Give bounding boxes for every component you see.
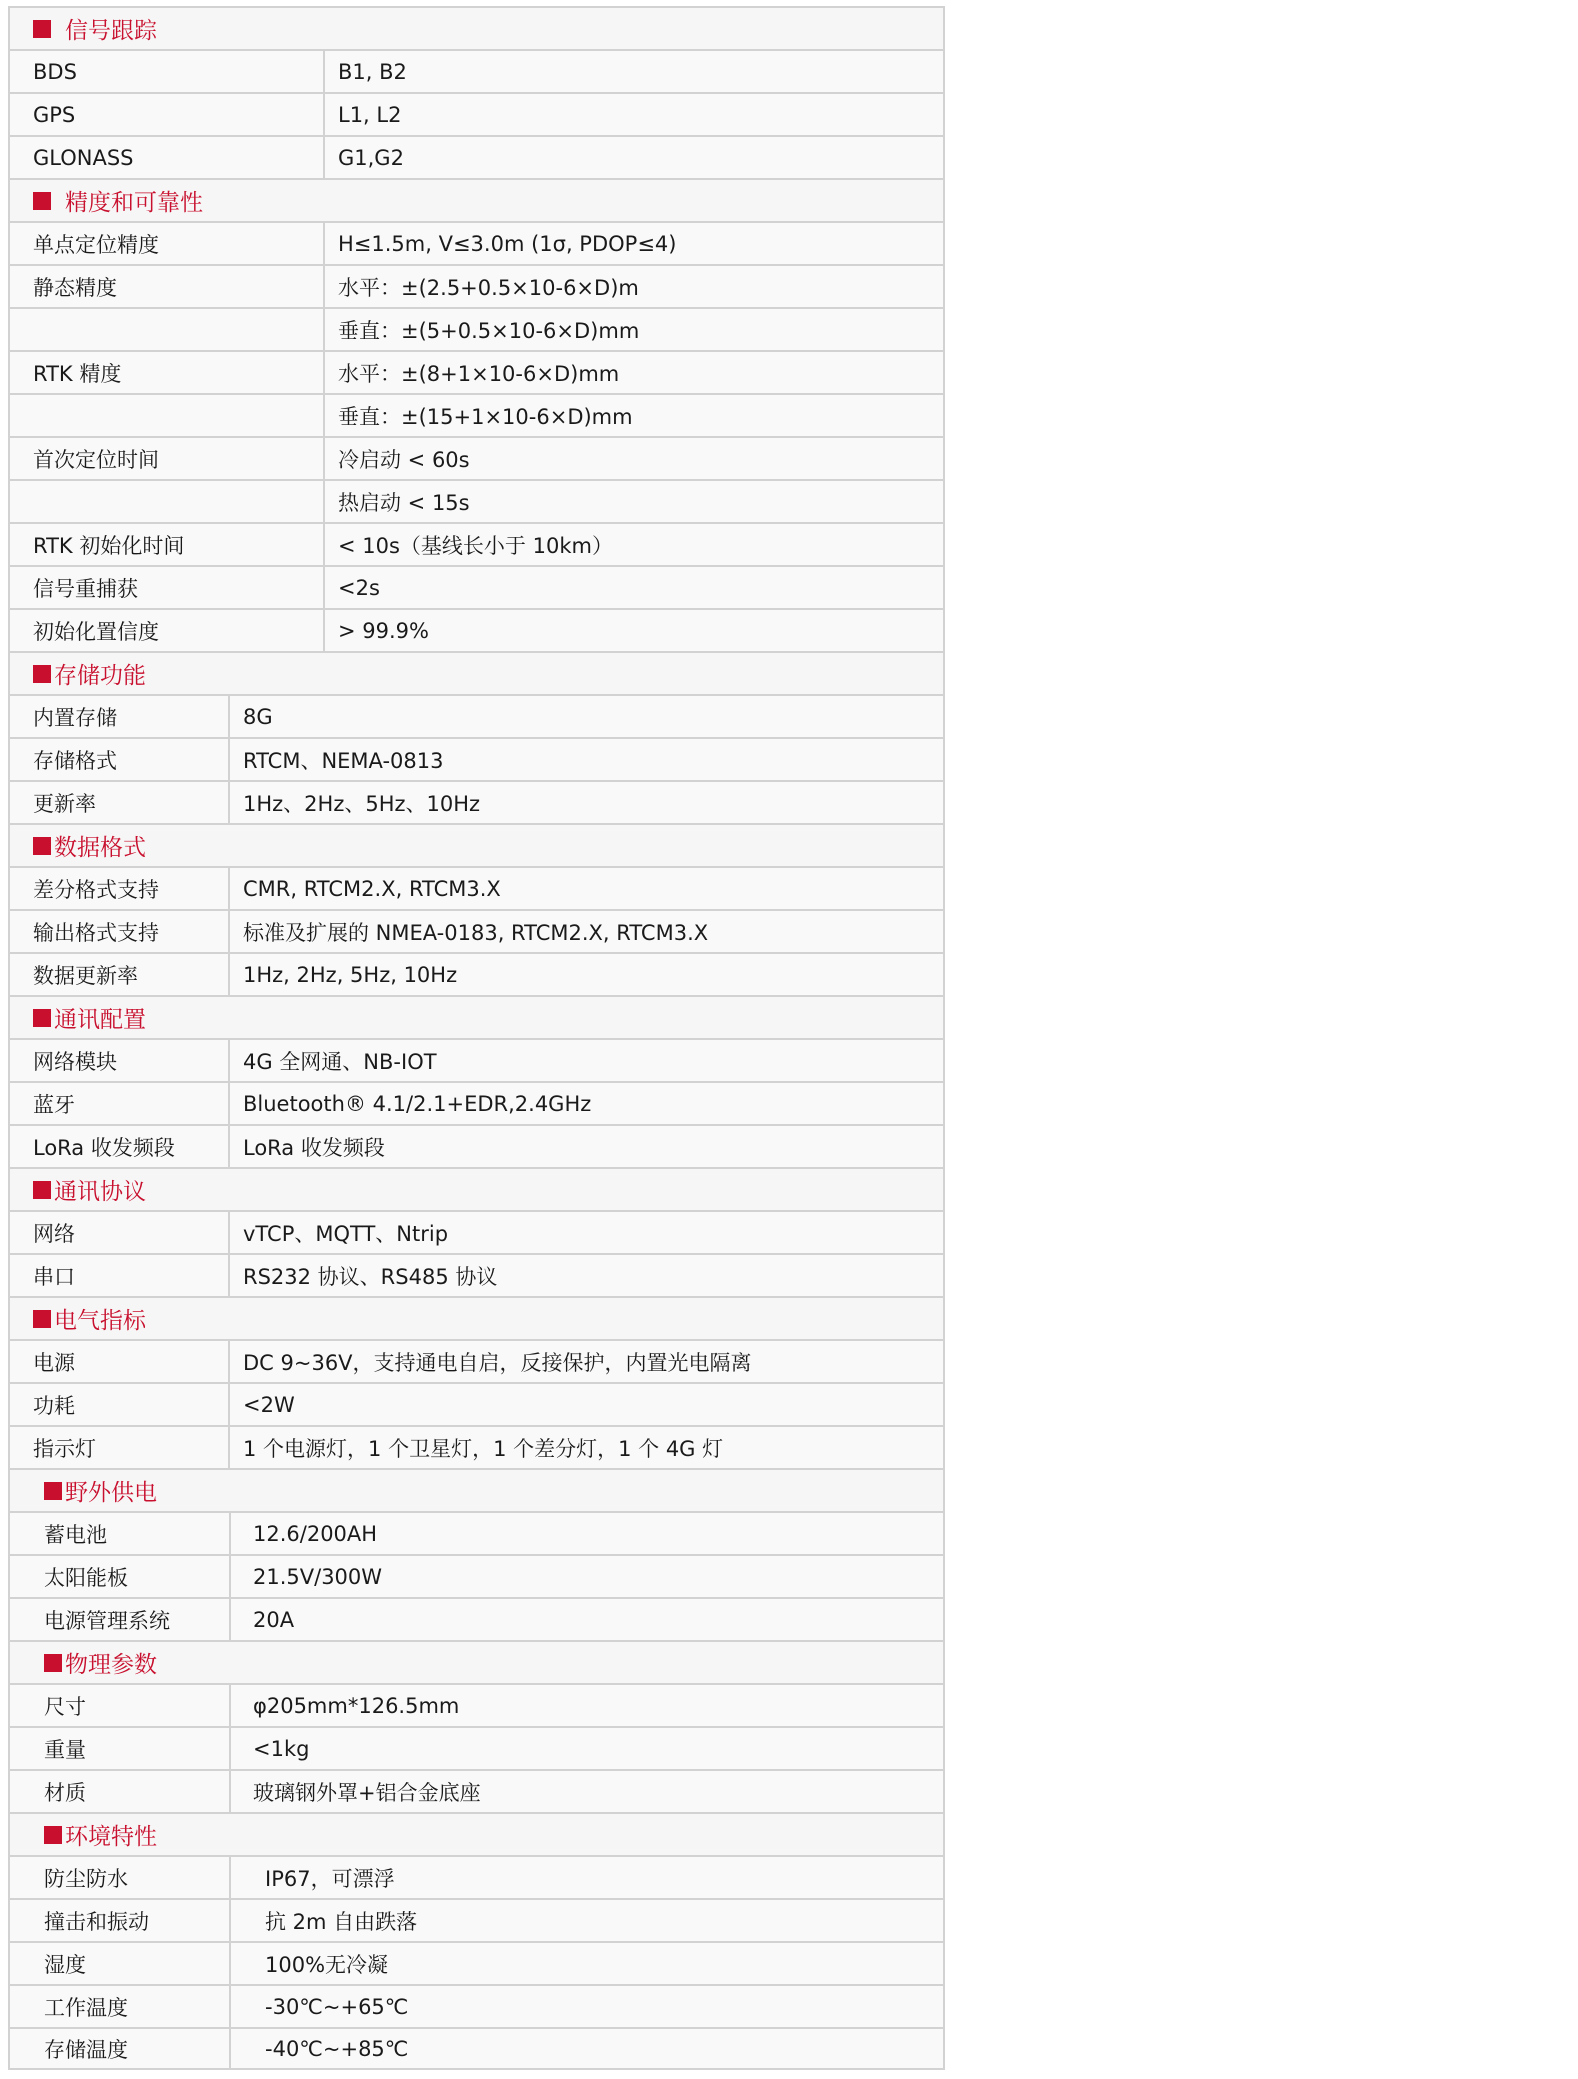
section-title-cell bbox=[10, 1470, 157, 1511]
spec-value: LoRa 收发频段 bbox=[228, 1126, 943, 1167]
spec-label: 单点定位精度 bbox=[33, 232, 159, 257]
spec-value: 冷启动 < 60s bbox=[323, 438, 943, 479]
spec-label: 内置存储 bbox=[33, 705, 117, 730]
section-header bbox=[8, 823, 945, 866]
spec-value: 4G 全网通、NB-IOT bbox=[228, 1040, 943, 1081]
spec-value: 垂直：±(15+1×10-6×D)mm bbox=[323, 395, 943, 436]
spec-label: 网络模块 bbox=[33, 1049, 117, 1074]
spec-row bbox=[8, 221, 945, 264]
section-title: 野外供电 bbox=[65, 1480, 157, 1506]
spec-label: GLONASS bbox=[33, 145, 134, 170]
spec-row bbox=[8, 1081, 945, 1124]
spec-value: 8G bbox=[228, 696, 943, 737]
spec-value: CMR, RTCM2.X, RTCM3.X bbox=[228, 868, 943, 909]
spec-value: Bluetooth® 4.1/2.1+EDR,2.4GHz bbox=[228, 1083, 943, 1124]
section-header bbox=[8, 651, 945, 694]
spec-row bbox=[8, 264, 945, 307]
spec-label: 功耗 bbox=[33, 1393, 75, 1418]
spec-value: 1Hz、2Hz、5Hz、10Hz bbox=[228, 782, 943, 823]
spec-row bbox=[8, 393, 945, 436]
section-title: 数据格式 bbox=[54, 835, 146, 861]
spec-row bbox=[8, 1898, 945, 1941]
section-title: 电气指标 bbox=[54, 1308, 146, 1334]
spec-label: 电源 bbox=[33, 1350, 75, 1375]
spec-row bbox=[8, 1683, 945, 1726]
red-square-icon bbox=[33, 1009, 51, 1027]
spec-label: 信号重捕获 bbox=[33, 576, 138, 601]
spec-row bbox=[8, 49, 945, 92]
section-title-cell bbox=[10, 1298, 146, 1339]
spec-row bbox=[8, 1769, 945, 1812]
spec-label: RTK 精度 bbox=[33, 361, 122, 386]
spec-value: 1 个电源灯，1 个卫星灯，1 个差分灯，1 个 4G 灯 bbox=[228, 1427, 943, 1468]
spec-value: L1, L2 bbox=[323, 94, 943, 135]
spec-label: 材质 bbox=[44, 1780, 86, 1805]
spec-label: GPS bbox=[33, 102, 76, 127]
spec-value: G1,G2 bbox=[323, 137, 943, 178]
spec-value: vTCP、MQTT、Ntrip bbox=[228, 1212, 943, 1253]
spec-row bbox=[8, 307, 945, 350]
spec-value: RTCM、NEMA-0813 bbox=[228, 739, 943, 780]
spec-label: 首次定位时间 bbox=[33, 447, 159, 472]
spec-value: φ205mm*126.5mm bbox=[229, 1685, 943, 1726]
red-square-icon bbox=[44, 1482, 62, 1500]
spec-label: 蓝牙 bbox=[33, 1092, 75, 1117]
spec-row bbox=[8, 1984, 945, 2027]
spec-value: > 99.9% bbox=[323, 610, 943, 651]
spec-label: 防尘防水 bbox=[44, 1866, 128, 1891]
section-title: 物理参数 bbox=[65, 1652, 157, 1678]
spec-label: 撞击和振动 bbox=[44, 1909, 149, 1934]
spec-value: 垂直：±(5+0.5×10-6×D)mm bbox=[323, 309, 943, 350]
spec-row bbox=[8, 608, 945, 651]
spec-label: LoRa 收发频段 bbox=[33, 1135, 175, 1160]
spec-row bbox=[8, 1253, 945, 1296]
red-square-icon bbox=[33, 837, 51, 855]
spec-sheet bbox=[8, 6, 945, 2070]
section-title: 通讯配置 bbox=[54, 1007, 146, 1033]
spec-value: <2W bbox=[228, 1384, 943, 1425]
section-header bbox=[8, 1640, 945, 1683]
section-header bbox=[8, 1468, 945, 1511]
spec-label: 差分格式支持 bbox=[33, 877, 159, 902]
red-square-icon bbox=[33, 1181, 51, 1199]
spec-label: 更新率 bbox=[33, 791, 96, 816]
spec-row bbox=[8, 350, 945, 393]
spec-row bbox=[8, 1511, 945, 1554]
spec-value: <2s bbox=[323, 567, 943, 608]
spec-value: 标准及扩展的 NMEA-0183, RTCM2.X, RTCM3.X bbox=[228, 911, 943, 952]
spec-label: 电源管理系统 bbox=[44, 1608, 170, 1633]
section-title-cell bbox=[10, 8, 157, 49]
spec-row bbox=[8, 694, 945, 737]
spec-row bbox=[8, 92, 945, 135]
spec-row bbox=[8, 522, 945, 565]
spec-value: DC 9~36V，支持通电自启，反接保护，内置光电隔离 bbox=[228, 1341, 943, 1382]
section-header bbox=[8, 1167, 945, 1210]
spec-value: H≤1.5m, V≤3.0m (1σ, PDOP≤4) bbox=[323, 223, 943, 264]
spec-value: 21.5V/300W bbox=[229, 1556, 943, 1597]
section-title-cell bbox=[10, 1642, 157, 1683]
spec-row bbox=[8, 1210, 945, 1253]
spec-row bbox=[8, 436, 945, 479]
section-header bbox=[8, 1812, 945, 1855]
spec-label: 串口 bbox=[33, 1264, 75, 1289]
spec-row bbox=[8, 479, 945, 522]
spec-row bbox=[8, 1339, 945, 1382]
spec-row bbox=[8, 909, 945, 952]
red-square-icon bbox=[33, 192, 51, 210]
spec-label: 指示灯 bbox=[33, 1436, 96, 1461]
section-title-cell bbox=[10, 180, 203, 221]
spec-label: 初始化置信度 bbox=[33, 619, 159, 644]
spec-row bbox=[8, 1726, 945, 1769]
spec-row bbox=[8, 1124, 945, 1167]
spec-row bbox=[8, 1554, 945, 1597]
spec-row bbox=[8, 737, 945, 780]
spec-value: <1kg bbox=[229, 1728, 943, 1769]
spec-value: 水平：±(8+1×10-6×D)mm bbox=[323, 352, 943, 393]
spec-value: 水平：±(2.5+0.5×10-6×D)m bbox=[323, 266, 943, 307]
section-title-cell bbox=[10, 653, 146, 694]
spec-label: 重量 bbox=[44, 1737, 86, 1762]
spec-value: RS232 协议、RS485 协议 bbox=[228, 1255, 943, 1296]
spec-value: B1, B2 bbox=[323, 51, 943, 92]
spec-row bbox=[8, 565, 945, 608]
spec-value: -30℃~+65℃ bbox=[229, 1986, 943, 2027]
section-title-cell bbox=[10, 825, 146, 866]
section-header bbox=[8, 995, 945, 1038]
section-title-cell bbox=[10, 997, 146, 1038]
spec-label: 湿度 bbox=[44, 1952, 86, 1977]
spec-row bbox=[8, 1941, 945, 1984]
spec-row bbox=[8, 1038, 945, 1081]
red-square-icon bbox=[33, 665, 51, 683]
section-title: 环境特性 bbox=[65, 1824, 157, 1850]
spec-value: 抗 2m 自由跌落 bbox=[229, 1900, 943, 1941]
spec-label: 工作温度 bbox=[44, 1995, 128, 2020]
spec-row bbox=[8, 1855, 945, 1898]
spec-label bbox=[10, 395, 33, 436]
red-square-icon bbox=[44, 1654, 62, 1672]
spec-value: 1Hz, 2Hz, 5Hz, 10Hz bbox=[228, 954, 943, 995]
spec-value: < 10s（基线长小于 10km） bbox=[323, 524, 943, 565]
section-title: 通讯协议 bbox=[54, 1179, 146, 1205]
section-title: 存储功能 bbox=[54, 663, 146, 689]
section-title-cell bbox=[10, 1169, 146, 1210]
spec-value: -40℃~+85℃ bbox=[229, 2029, 943, 2068]
section-title: 精度和可靠性 bbox=[65, 190, 203, 216]
section-header bbox=[8, 1296, 945, 1339]
spec-row bbox=[8, 780, 945, 823]
section-header bbox=[8, 178, 945, 221]
spec-label: RTK 初始化时间 bbox=[33, 533, 185, 558]
spec-value: 玻璃钢外罩+铝合金底座 bbox=[229, 1771, 943, 1812]
spec-value: 12.6/200AH bbox=[229, 1513, 943, 1554]
section-title: 信号跟踪 bbox=[65, 18, 157, 44]
red-square-icon bbox=[33, 20, 51, 38]
spec-value: 100%无冷凝 bbox=[229, 1943, 943, 1984]
red-square-icon bbox=[33, 1310, 51, 1328]
spec-label: 尺寸 bbox=[44, 1694, 86, 1719]
spec-label bbox=[10, 309, 33, 350]
spec-row bbox=[8, 1597, 945, 1640]
spec-row bbox=[8, 952, 945, 995]
spec-label: BDS bbox=[33, 59, 77, 84]
section-title-cell bbox=[10, 1814, 157, 1855]
red-square-icon bbox=[44, 1826, 62, 1844]
spec-label: 输出格式支持 bbox=[33, 920, 159, 945]
spec-label: 数据更新率 bbox=[33, 963, 138, 988]
spec-row bbox=[8, 1425, 945, 1468]
spec-value: 热启动 < 15s bbox=[323, 481, 943, 522]
spec-row bbox=[8, 1382, 945, 1425]
spec-label bbox=[10, 481, 33, 522]
spec-value: 20A bbox=[229, 1599, 943, 1640]
section-header bbox=[8, 6, 945, 49]
spec-label: 存储格式 bbox=[33, 748, 117, 773]
spec-label: 静态精度 bbox=[33, 275, 117, 300]
spec-row bbox=[8, 866, 945, 909]
spec-row bbox=[8, 2027, 945, 2070]
spec-label: 蓄电池 bbox=[44, 1522, 107, 1547]
spec-label: 存储温度 bbox=[44, 2037, 128, 2062]
spec-label: 太阳能板 bbox=[44, 1565, 128, 1590]
spec-row bbox=[8, 135, 945, 178]
spec-value: IP67，可漂浮 bbox=[229, 1857, 943, 1898]
spec-label: 网络 bbox=[33, 1221, 75, 1246]
